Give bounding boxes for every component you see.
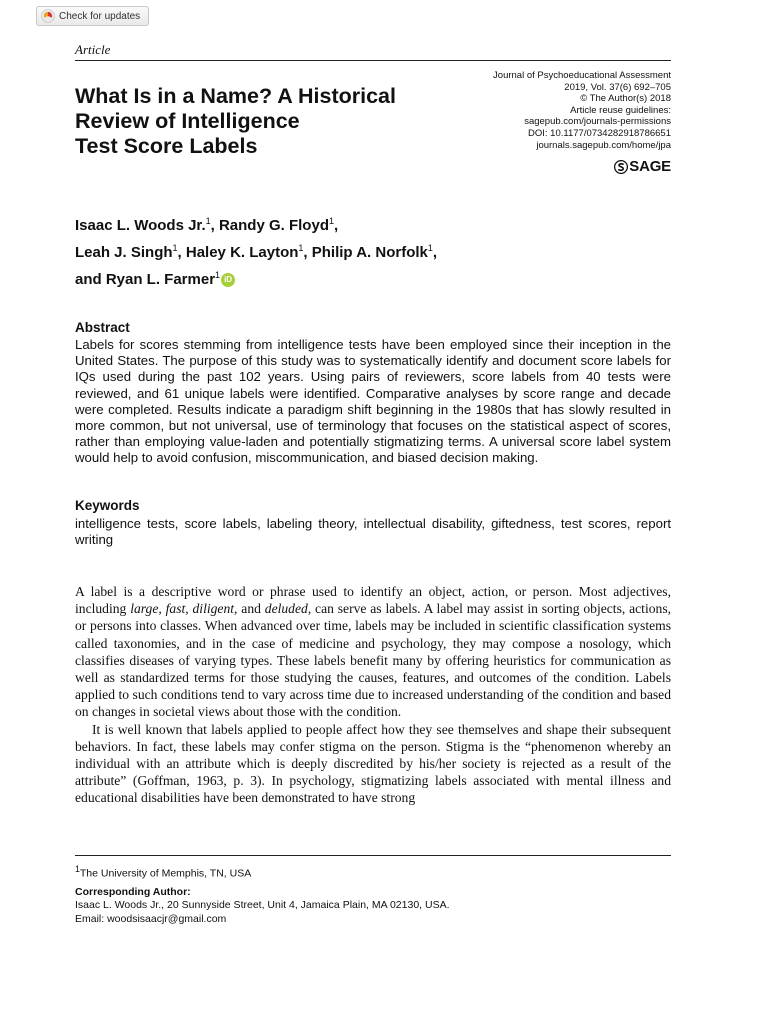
author-line xyxy=(75,264,595,291)
sage-logo xyxy=(614,158,671,175)
abstract-text: Labels for scores stemming from intelligence tests have been employed since their inception in the United States. The purpose of this study was to systematically identify and document score labels for IQs used during the past 102 years. Using pairs of reviewers, score labels from 40 tests were reviewed, and 61 unique labels were identified. Comparative analyses by score range and decade were completed. Results indicate a paradigm shift beginning in the 1980s that has slowly resulted in more common, but not universal, use of terminology that focuses on the statistical aspect of scores, rather than employing value-laden and potentially stigmatizing terms. A universal score label system would help to avoid confusion, miscommunication, and biased decision making. xyxy=(75,337,671,466)
article-type-label: Article xyxy=(75,42,111,57)
affiliation-mark: 1 xyxy=(328,216,334,226)
affiliation-mark: 1 xyxy=(298,243,304,253)
corresponding-address: Isaac L. Woods Jr., 20 Sunnyside Street, Unit 4, Jamaica Plain, MA 02130, USA. xyxy=(75,899,450,912)
journal-info xyxy=(493,70,671,151)
author-line: Leah J. Singh$^1$, Haley K. Layton$^1$, Philip A. Norfolk$^1$, xyxy=(75,243,438,261)
footnote-mark: 1 xyxy=(75,864,80,874)
author-list xyxy=(75,210,595,291)
footnote-rule xyxy=(75,855,671,856)
check-for-updates-label: Check for updates xyxy=(59,10,141,22)
author-name: Philip A. Norfolk xyxy=(311,244,428,261)
body-paragraph: A label is a descriptive word or phrase used to identify an object, action, or person. Most adjectives, including large, fast, diligent, and deluded, can serve as labels. A label may assist in sorting objects, actions, or persons into classes. When advanced over time, labels may be included in scientific classification systems called taxonomies, and in the case of medicine and psychology, they may compose a nosology, which classifies diseases of varying types. These labels benefit many by offering heuristics for communication as well as standardized terms for those studying the causes, features, and outcomes of the condition. Labels applied to such conditions tend to vary across time due to increased understanding of the condition and based on changes in societal views about those with the condition. xyxy=(75,584,672,720)
title-line: Test Score Labels xyxy=(75,134,258,158)
corresponding-email[interactable]: Email: woodsisaacjr@gmail.com xyxy=(75,912,227,925)
orcid-icon[interactable]: iD xyxy=(221,273,235,287)
header-rule xyxy=(75,60,671,61)
copyright-line: © The Author(s) 2018 xyxy=(580,93,671,105)
check-updates-icon xyxy=(41,9,55,23)
affiliation-mark: 1 xyxy=(205,216,211,226)
main-text xyxy=(75,583,671,807)
affiliation-footnote xyxy=(75,863,251,881)
sage-logo-icon xyxy=(614,160,628,174)
reuse-guidelines-label: Article reuse guidelines: xyxy=(570,104,671,116)
author-name: Leah J. Singh xyxy=(75,244,173,261)
body-paragraph: It is well known that labels applied to people affect how they see themselves and shape their subsequent behaviors. In fact, these labels may confer stigma on the person. Stigma is the “phenomenon whereby an individual with an attribute which is deeply discredited by his/her society is rejected as a result of the attribute” (Goffman, 1963, p. 3). In psychology, stigmatizing labels associated with mental illness and educational disabilities have been demonstrated to have strong xyxy=(75,721,671,806)
journal-volume: 2019, Vol. 37(6) 692–705 xyxy=(564,81,671,93)
corresponding-author xyxy=(75,886,450,926)
author-name: Randy G. Floyd xyxy=(218,217,329,234)
title-line: Review of Intelligence xyxy=(75,109,300,133)
corresponding-heading: Corresponding Author: xyxy=(75,886,191,898)
author-name: Haley K. Layton xyxy=(185,244,299,261)
journal-home-link[interactable]: journals.sagepub.com/home/jpa xyxy=(536,139,671,151)
footnote-text: The University of Memphis, TN, USA xyxy=(79,867,252,880)
keywords-heading: Keywords xyxy=(75,498,140,513)
author-line: Isaac L. Woods Jr.$^1$, Randy G. Floyd$^1$, xyxy=(75,216,339,234)
affiliation-mark: 1 xyxy=(427,243,433,253)
author-name: Isaac L. Woods Jr. xyxy=(75,217,206,234)
title-line: What Is in a Name? A Historical xyxy=(75,84,396,108)
author-name: and Ryan L. Farmer xyxy=(75,271,216,288)
italic-term: large, fast, diligent xyxy=(130,601,235,617)
italic-term: deluded xyxy=(264,601,308,617)
article-title xyxy=(75,84,475,159)
abstract-heading: Abstract xyxy=(75,320,130,335)
doi-link[interactable]: DOI: 10.1177/0734282918786651 xyxy=(528,127,671,139)
sage-logo-text: SAGE xyxy=(629,158,671,175)
affiliation-mark: 1 xyxy=(215,270,221,280)
keywords-text: intelligence tests, score labels, labeling theory, intellectual disability, giftedness, test scores, report writing xyxy=(75,516,671,548)
journal-name: Journal of Psychoeducational Assessment xyxy=(493,70,671,81)
check-for-updates-button[interactable] xyxy=(36,6,149,26)
affiliation-mark: 1 xyxy=(172,243,178,253)
permissions-link[interactable]: sagepub.com/journals-permissions xyxy=(524,116,671,128)
